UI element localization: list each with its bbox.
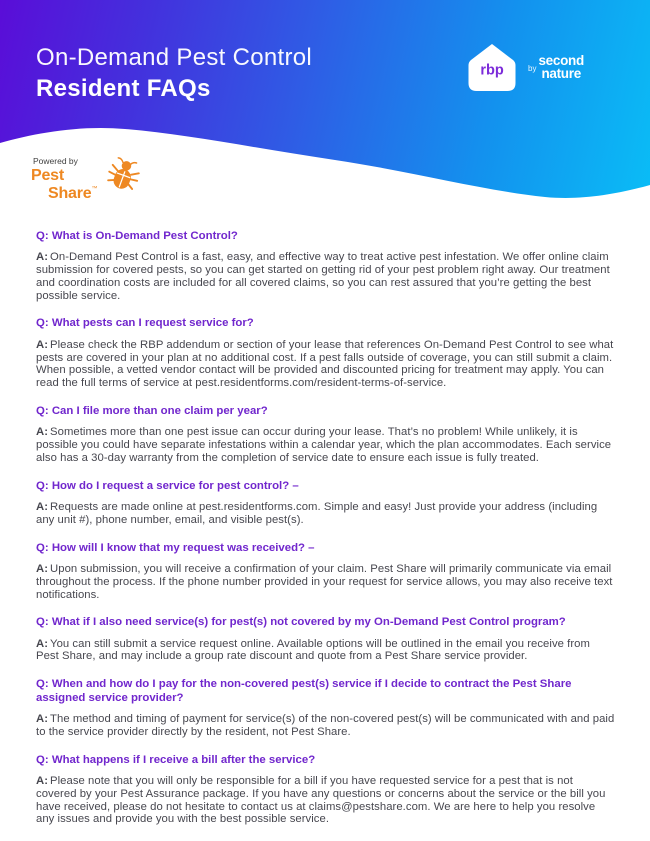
- answer-text: You can still submit a service request online. Available options will be outlined in the email you receive from Pest Share, and may include a group rate discount and quote from a Pest Share service provider.: [36, 637, 590, 663]
- answer-text: Sometimes more than one pest issue can occur during your lease. That’s no problem! While unlikely, it is possible you could have separate infestations within a calendar year, which the plan accommodates. Each service also has a 30-day warranty from the completion of service date to ensure each issue is fully treated.: [36, 426, 612, 464]
- pest-share-logo: [31, 156, 151, 202]
- faq-answer: [36, 339, 615, 390]
- faq-answer: [36, 638, 615, 664]
- rbp-badge-graphic: [464, 40, 520, 96]
- faq-question: Q: What is On-Demand Pest Control?: [36, 230, 238, 242]
- faq-answer: [36, 251, 615, 302]
- brand-word-nature: nature: [541, 66, 581, 81]
- second-nature-wordmark: [528, 55, 584, 81]
- faq-question: Q: Can I file more than one claim per year?: [36, 404, 268, 417]
- beetle-icon: [107, 157, 141, 191]
- answer-text: On-Demand Pest Control is a fast, easy, and effective way to treat active pest infestation. We offer online claim submission for covered pests, so you can get started on getting rid of your pest problem right away. Our treatment and coordination costs are included for all covered claims, so you can rest assured that you’re getting the best possible service.: [36, 251, 610, 302]
- faq-answer: [36, 713, 615, 739]
- answer-text: The method and timing of payment for service(s) of the non-covered pest(s) will be communicated with and paid to the service provider directly by the resident, not Pest Share.: [36, 713, 615, 738]
- powered-by-label: Powered by: [33, 156, 78, 166]
- header-titles: [36, 44, 312, 105]
- share-text: Share: [48, 185, 92, 202]
- faq-answer: [36, 426, 615, 464]
- pest-share-word-pest: Pest: [31, 167, 64, 184]
- page-subtitle: Resident FAQs: [36, 74, 211, 102]
- faq-item: [36, 230, 615, 302]
- faq-list: [36, 230, 615, 841]
- faq-question: Q: What happens if I receive a bill after the service?: [36, 753, 316, 766]
- faq-item: [36, 616, 615, 663]
- brand-word-second: second: [538, 53, 584, 69]
- faq-question: Q: When and how do I pay for the non-covered pest(s) service if I decide to contract the Pest Share assigned service provider?: [36, 678, 572, 704]
- trademark-symbol: ™: [91, 186, 98, 192]
- faq-question: Q: How do I request a service for pest control? –: [36, 479, 299, 492]
- rbp-logo-text: rbp: [480, 62, 504, 79]
- page-title: On-Demand Pest Control: [36, 44, 313, 71]
- answer-text: Requests are made online at pest.residentforms.com. Simple and easy! Just provide your address (including any unit #), phone number, email, and visible pest(s).: [36, 501, 598, 526]
- faq-item: [36, 678, 615, 738]
- by-label: by: [528, 64, 537, 74]
- second-nature-lines: [538, 55, 583, 81]
- answer-prefix: A:: [36, 501, 49, 514]
- faq-answer: [36, 501, 615, 527]
- answer-prefix: A:: [36, 637, 49, 650]
- rbp-second-nature-logo: [464, 40, 584, 96]
- answer-text: Please check the RBP addendum or section of your lease that references On-Demand Pest Control to see what pests are covered in your plan at no additional cost. If a pest falls outside of coverage, you can still submit a claim. When possible, a vetted vendor contact will be provided and discounted pricing for treatment may apply. You can read the full terms of service at pest.residentforms.com/resident-terms-of-service.: [36, 338, 614, 390]
- answer-prefix: A:: [36, 338, 49, 351]
- faq-item: [36, 754, 615, 826]
- answer-prefix: A:: [36, 563, 49, 576]
- faq-item: [36, 317, 615, 389]
- faq-question: Q: What pests can I request service for?: [36, 317, 254, 330]
- answer-text: Upon submission, you will receive a confirmation of your claim. Pest Share will primarily communicate via email throughout the process. If the phone number provided in your request for service allows, you may also receive text notifications.: [36, 563, 613, 601]
- answer-prefix: A:: [36, 251, 49, 264]
- faq-question: Q: How will I know that my request was received? –: [36, 541, 315, 554]
- faq-answer: [36, 775, 615, 826]
- faq-item: [36, 405, 615, 465]
- answer-text: Please note that you will only be responsible for a bill if you have requested service for a pest that is not covered by your Pest Assurance package. If you have any questions or concerns about the service or the bill you have received, please do not hesitate to contact us at claims@pestshare.com. We are here to help you resolve any issues and provide you with the best possible service.: [36, 775, 606, 826]
- answer-prefix: A:: [36, 713, 49, 726]
- faq-item: [36, 542, 615, 602]
- faq-item: [36, 480, 615, 527]
- answer-prefix: A:: [36, 775, 49, 788]
- faq-answer: [36, 563, 615, 601]
- rbp-house-icon: [464, 40, 520, 96]
- faq-question: Q: What if I also need service(s) for pest(s) not covered by my On-Demand Pest Control program?: [36, 616, 566, 629]
- answer-prefix: A:: [36, 426, 49, 439]
